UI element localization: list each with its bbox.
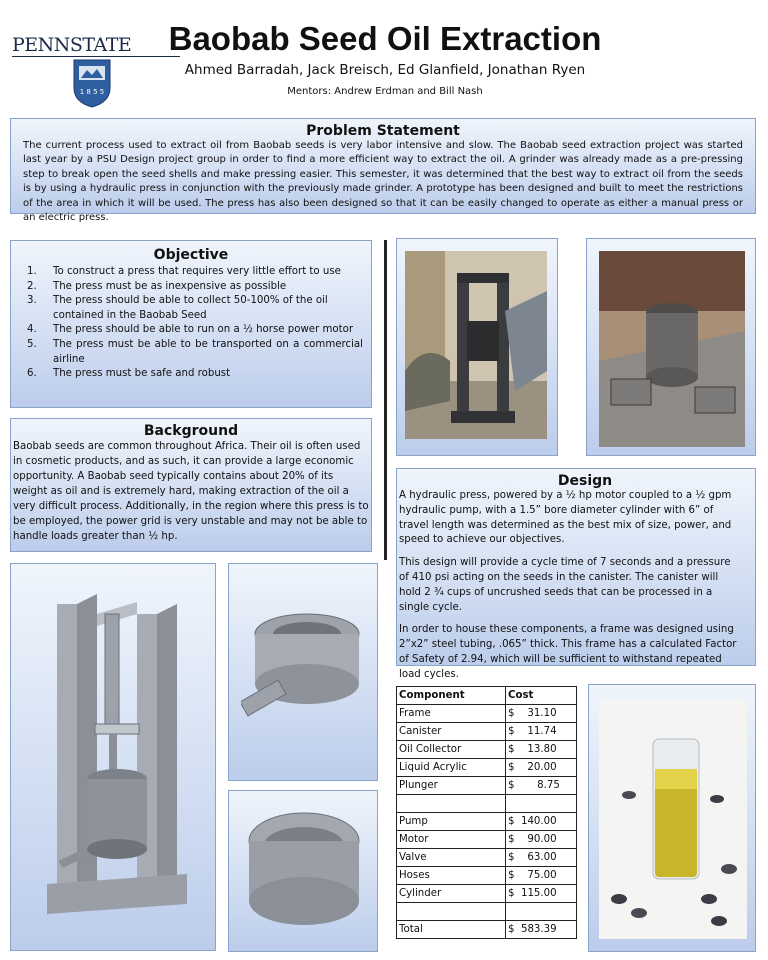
table-row: Pump $ 140.00 (397, 813, 577, 831)
press-cad-panel (10, 563, 216, 951)
shield-icon (72, 58, 112, 108)
table-row-total: Total $ 583.39 (397, 921, 577, 939)
press-cad-render (37, 584, 197, 934)
list-item: 5. The press must be able to be transported on a commercial airline (27, 338, 363, 365)
table-row: Cylinder $ 115.00 (397, 885, 577, 903)
design-panel (396, 468, 756, 680)
cost-table (396, 686, 577, 939)
table-row (397, 903, 577, 921)
collector-cad-panel (228, 790, 378, 952)
table-row: Motor $ 90.00 (397, 831, 577, 849)
problem-statement-title: Problem Statement (306, 123, 460, 139)
design-text-2: This design will provide a cycle time of 7 seconds and a pressure of 410 psi acting on the seeds in the canister. The canister will hold 2 ¾ cups of uncrushed seeds that can be processed in a single cycle. (399, 557, 731, 613)
column-divider (384, 240, 387, 560)
prototype-frame-photo (405, 251, 547, 439)
list-item: 4. The press should be able to run on a ½ horse power motor (27, 324, 354, 336)
table-row: Plunger $ 8.75 (397, 777, 577, 795)
background-text: Baobab seeds are common throughout Africa. Their oil is often used in cosmetic products, and as such, it can provide a large economic opportunity. A Baobab seed typically contains about 20% of its weight as oil and is extremely hard, making extraction of the oil a very difficult process. Additionally, in the region where this press is to be employed, the power grid is very unstable and may not be able to handle loads greater than ½ hp. (13, 441, 369, 542)
poster-title: Baobab Seed Oil Extraction (168, 20, 602, 57)
table-header-row (397, 687, 577, 705)
authors: Ahmed Barradah, Jack Breisch, Ed Glanfield, Jonathan Ryen (184, 62, 586, 78)
list-item: 2. The press must be as inexpensive as possible (27, 280, 287, 292)
pennstate-wordmark: PENNSTATE (12, 34, 132, 56)
table-row (397, 795, 577, 813)
design-text-1: A hydraulic press, powered by a ½ hp motor coupled to a ½ gpm hydraulic pump, with a 1.5” bore diameter cylinder with 6” of travel length was determined as the best mix of size, power, and speed to achieve our objectives. (399, 490, 732, 546)
photo-canister-panel (586, 238, 756, 456)
objective-panel (10, 240, 372, 408)
background-panel (10, 418, 372, 552)
problem-statement-panel (10, 118, 756, 224)
oil-jar-photo (599, 699, 747, 939)
list-item: 3. The press should be able to collect 50-100% of the oil contained in the Baobab Seed (27, 295, 328, 321)
table-row: Valve $ 63.00 (397, 849, 577, 867)
photo-prototype-frame-panel (396, 238, 558, 456)
list-item: 6. The press must be safe and robust (27, 368, 231, 380)
pennstate-logo (12, 34, 132, 112)
table-row: Frame $ 31.10 (397, 705, 577, 723)
collector-cad-render (239, 801, 369, 943)
header-underline (12, 56, 180, 57)
table-row: Hoses $ 75.00 (397, 867, 577, 885)
background-title: Background (143, 423, 239, 439)
mentors: Mentors: Andrew Erdman and Bill Nash (287, 86, 483, 97)
list-item: 1. To construct a press that requires very little effort to use (27, 266, 341, 277)
table-row: Liquid Acrylic $ 20.00 (397, 759, 577, 777)
design-title: Design (557, 473, 613, 489)
table-header-component: Component (397, 687, 506, 705)
oil-photo-panel (588, 684, 756, 952)
table-row: Oil Collector $ 13.80 (397, 741, 577, 759)
table-row: Canister $ 11.74 (397, 723, 577, 741)
logo-year: 1 8 5 5 (79, 88, 105, 96)
objective-list (19, 265, 363, 382)
table-header-cost: Cost (506, 687, 577, 705)
design-text-3: In order to house these components, a frame was designed using 2”x2” steel tubing, .065” thick. This frame has a calculated Factor of Safety of 2.94, which will be sufficient to withstand repeated load cycles. (399, 624, 737, 680)
objective-title: Objective (153, 247, 229, 263)
canister-photo (599, 251, 745, 447)
problem-statement-text: The current process used to extract oil from Baobab seeds is very labor intensive and slow. The Baobab seed extraction project was started last year by a PSU Design project group in order to find a more efficient way to extract the oil. A grinder was already made as a pre-pressing step to break open the seed shells and make pressing easier. This semester, it was determined that the best way to extract oil from the seeds is by using a hydraulic press in conjunction with the previously made grinder. A prototype has been designed and built to meet the restrictions of the area in which it will be used. The press has also been designed so that it can be easily changed to operate as either a manual press or an electric press. (23, 140, 743, 224)
canister-cad-panel (228, 563, 378, 781)
canister-cad-render (241, 604, 367, 744)
